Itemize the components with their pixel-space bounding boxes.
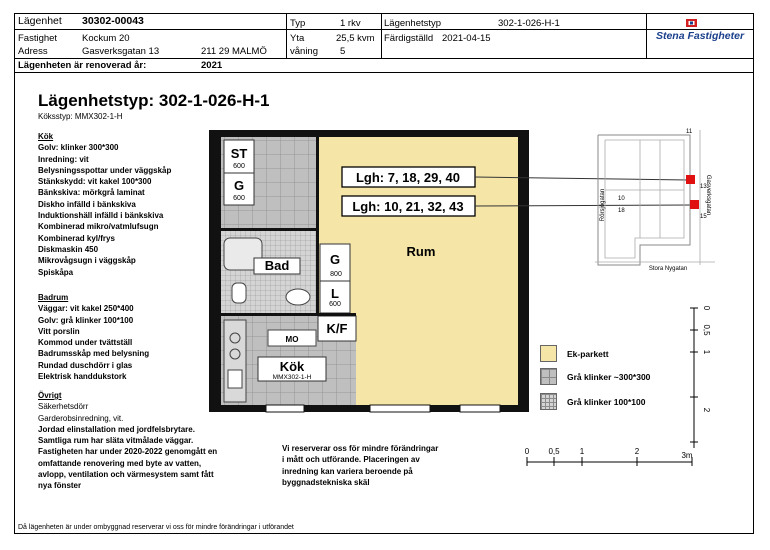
kok-line: Diskho infälld i bänkskiva	[38, 199, 136, 209]
disclaimer-line: byggnadstekniska skäl	[282, 477, 370, 487]
fastighet-value: Kockum 20	[82, 33, 130, 44]
fastighet-label: Fastighet	[18, 33, 58, 44]
ovrigt-line: Samtliga rum har släta vitmålade väggar.	[38, 436, 194, 446]
apartment-marker	[686, 175, 695, 184]
badrum-line: Badrumsskåp med belysning	[38, 349, 150, 359]
apt-label: Lgh: 10, 21, 32, 43	[352, 199, 464, 214]
badrum-line: Kommod under tvättställ	[38, 338, 133, 348]
house-number: 10	[618, 196, 625, 202]
disclaimer-note	[282, 443, 438, 488]
kok-line: Diskmaskin 450	[38, 244, 99, 254]
fardigstalld-value: 2021-04-15	[442, 33, 491, 44]
badrum-line: Elektrisk handdukstork	[38, 372, 127, 382]
lagenhet-label: Lägenhet	[18, 15, 62, 27]
legend-label: Ek-parkett	[567, 349, 609, 359]
kitchen-sink-icon	[228, 370, 242, 388]
g-size: 800	[330, 271, 342, 278]
apartment-marker	[690, 200, 699, 209]
wall-inner	[221, 228, 318, 231]
kok-line: Induktionshäll infälld i bänkskiva	[38, 211, 164, 221]
ovrigt-heading: Övrigt	[38, 391, 62, 400]
wall-inner	[221, 313, 356, 316]
disclaimer-line: i mått och utförande. Placeringen av	[282, 455, 420, 465]
yta-value: 25,5 kvm	[336, 33, 375, 44]
bad-label: Bad	[264, 258, 290, 273]
scale-label: 3m	[681, 451, 693, 460]
badrum-line: Väggar: vit kakel 250*400	[38, 304, 134, 314]
scale-label: 2	[702, 407, 711, 413]
scale-label: 0	[524, 447, 530, 456]
fardigstalld-label: Färdigställd	[384, 33, 434, 44]
window	[370, 405, 430, 412]
wall-right	[518, 130, 529, 412]
vaning-value: 5	[340, 46, 346, 57]
ovrigt-line: avlopp, ventilation och värmesystem samt fått	[38, 470, 214, 480]
kok-line: Inredning: vit	[38, 154, 89, 164]
street-label: Stora Nygatan	[648, 266, 688, 272]
wall-inner	[316, 137, 319, 313]
wall-top	[209, 130, 529, 137]
legend-swatch	[540, 345, 557, 362]
house-number: 11	[686, 129, 693, 135]
site-map	[595, 129, 715, 272]
house-number: 15	[700, 214, 707, 220]
adress-value: Gasverksgatan 13	[82, 46, 160, 57]
l-label: L	[331, 286, 339, 301]
legend-swatch	[540, 368, 557, 385]
st-size: 600	[233, 163, 245, 170]
window	[460, 405, 500, 412]
street-label: Rörsjögatan	[600, 188, 606, 222]
lagenhetstyp-label: Lägenhetstyp	[384, 18, 442, 29]
scale-label: 1	[702, 349, 711, 355]
scale-label: 1	[579, 447, 585, 456]
badrum-line: Vitt porslin	[38, 326, 80, 336]
scale-label: 0	[702, 305, 711, 311]
sink-icon	[286, 289, 310, 305]
wall-left	[209, 130, 221, 412]
kok-line: Belysningsspottar under väggskåp	[38, 165, 172, 175]
renoverad-label: Lägenheten är renoverad år:	[18, 60, 147, 71]
street-label: Gasverksgatan	[705, 174, 711, 216]
logo-text: Stena Fastigheter	[655, 30, 745, 42]
yta-label: Yta	[290, 33, 305, 44]
postort-value: 211 29 MALMÖ	[201, 46, 267, 57]
ovrigt-line: omfattande renovering med byte av vatten,	[38, 458, 202, 468]
house-number: 18	[618, 208, 625, 214]
lagenhet-value: 30302-00043	[82, 15, 144, 27]
apt-label: Lgh: 7, 18, 29, 40	[355, 170, 461, 185]
lagenhetstyp-value: 302-1-026-H-1	[498, 18, 560, 29]
scale-label: 0,5	[548, 447, 560, 456]
kok-line: Stänkskydd: vit kakel 100*300	[38, 177, 152, 187]
legend-swatch	[540, 393, 557, 410]
house-number: 13	[700, 184, 707, 190]
vaning-label: våning	[290, 46, 318, 57]
page-title: Lägenhetstyp: 302-1-026-H-1	[38, 91, 270, 110]
badrum-line: Golv: grå klinker 100*100	[38, 315, 134, 325]
footer-text: Då lägenheten är under ombyggnad reserverar vi oss för mindre förändringar i utförandet	[18, 524, 294, 531]
kok-line: Mikrovågsugn i väggskåp	[38, 256, 136, 266]
g-label: G	[233, 178, 245, 193]
disclaimer-line: inredning kan variera beroende på	[282, 466, 413, 476]
kok-label: Kök	[279, 359, 305, 374]
badrum-heading: Badrum	[38, 293, 69, 302]
adress-label: Adress	[18, 46, 48, 57]
scale-label: 2	[634, 447, 640, 456]
ovrigt-line: Jordad elinstallation med jordfelsbrytare.	[38, 424, 195, 434]
rum-label: Rum	[406, 244, 436, 259]
window	[266, 405, 304, 412]
kok-line: Bänkskiva: mörkgrå laminat	[38, 188, 145, 198]
legend-label: Grå klinker ~300*300	[567, 372, 651, 382]
kok-line: Kombinerad mikro/vatmlufsugn	[38, 222, 159, 232]
kok-heading: Kök	[38, 132, 54, 141]
kok-line: Kombinerad kyl/frys	[38, 233, 115, 243]
kitchen-type-subtitle: Köksstyp: MMX302-1-H	[38, 112, 123, 121]
building-outline	[598, 135, 690, 265]
ovrigt-line: nya fönster	[38, 481, 82, 491]
toilet-icon	[232, 283, 246, 303]
g-label: G	[329, 252, 341, 267]
building-outline	[605, 140, 684, 258]
renoverad-value: 2021	[201, 60, 223, 71]
vertical-scale	[690, 306, 711, 448]
ovrigt-line: Säkerhetsdörr	[38, 402, 89, 412]
kitchen-counter	[224, 320, 246, 402]
st-label: ST	[230, 146, 248, 161]
kok-line: Golv: klinker 300*300	[38, 143, 119, 153]
badrum-line: Rundad duschdörr i glas	[38, 360, 133, 370]
mo-label: MO	[285, 335, 299, 344]
kf-label: K/F	[326, 321, 348, 336]
typ-value: 1 rkv	[340, 18, 361, 29]
g-size: 600	[233, 195, 245, 202]
scale-label: 0,5	[702, 324, 711, 336]
disclaimer-line: Vi reserverar oss för mindre förändringar	[282, 444, 439, 453]
kok-type-label: MMX302-1-H	[272, 374, 312, 381]
kok-line: Spiskåpa	[38, 267, 74, 277]
typ-label: Typ	[290, 18, 306, 29]
ovrigt-line: Fastigheten har under 2020-2022 genomgått en	[38, 447, 218, 457]
legend-label: Grå klinker 100*100	[567, 397, 646, 407]
ovrigt-line: Garderobsinredning, vit.	[38, 413, 124, 423]
horizontal-scale	[525, 447, 693, 466]
l-size: 600	[329, 301, 341, 308]
